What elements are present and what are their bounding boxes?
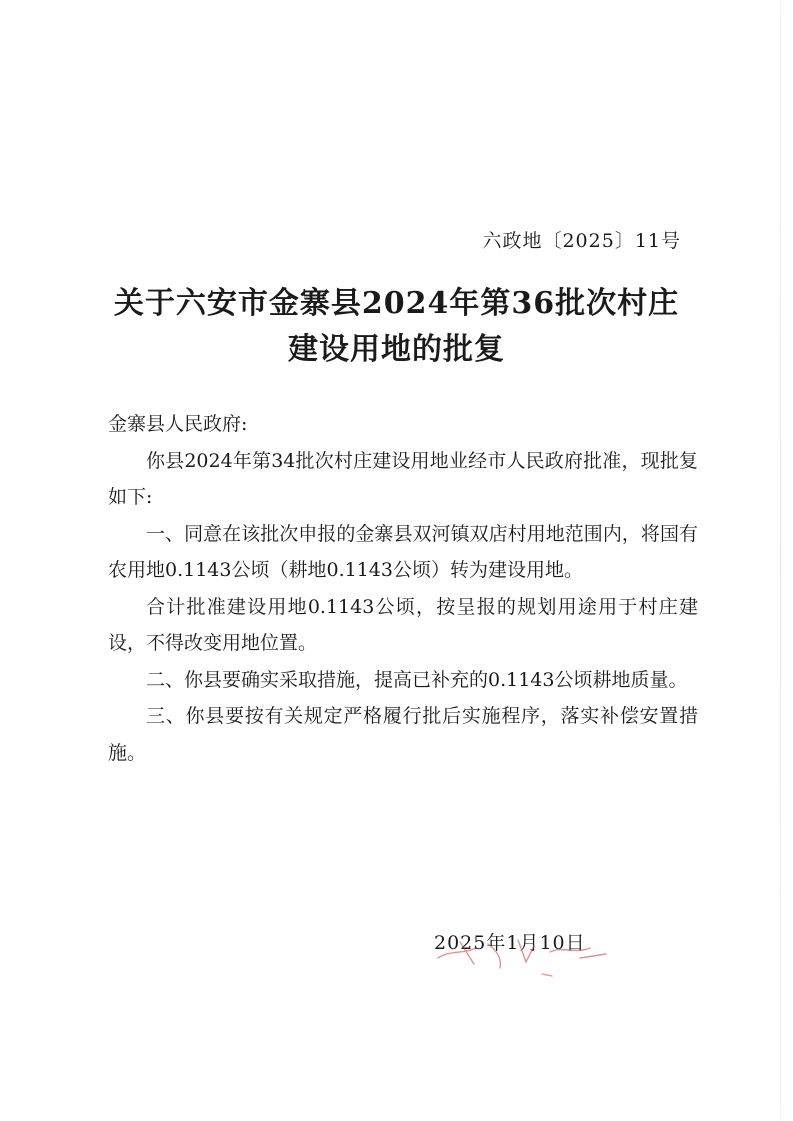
scan-edge-line xyxy=(780,0,781,1121)
document-body xyxy=(108,406,698,771)
paragraph-item-2: 二、你县要确实采取措施，提高已补充的0.1143公顷耕地质量。 xyxy=(146,668,688,691)
document-title xyxy=(80,281,713,373)
title-line-1: 关于六安市金寨县2024年第36批次村庄 xyxy=(113,286,680,321)
addressee: 金寨县人民政府: xyxy=(108,413,248,435)
paragraph-item-3: 三、你县要按有关规定严格履行批后实施程序，落实补偿安置措施。 xyxy=(108,705,698,764)
document-number: 六政地〔2025〕11号 xyxy=(482,230,681,252)
paragraph-item-1: 一、同意在该批次申报的金寨县双河镇双店村用地范围内，将国有农用地0.1143公顷（耕地0.1143公顷）转为建设用地。 xyxy=(108,522,698,581)
paragraph-intro: 你县2024年第34批次村庄建设用地业经市人民政府批准，现批复如下: xyxy=(108,449,698,508)
title-line-2: 建设用地的批复 xyxy=(288,332,505,367)
issue-date: 2025年1月10日 xyxy=(434,932,586,954)
paragraph-total: 合计批准建设用地0.1143公顷，按呈报的规划用途用于村庄建设，不得改变用地位置。 xyxy=(108,595,698,654)
